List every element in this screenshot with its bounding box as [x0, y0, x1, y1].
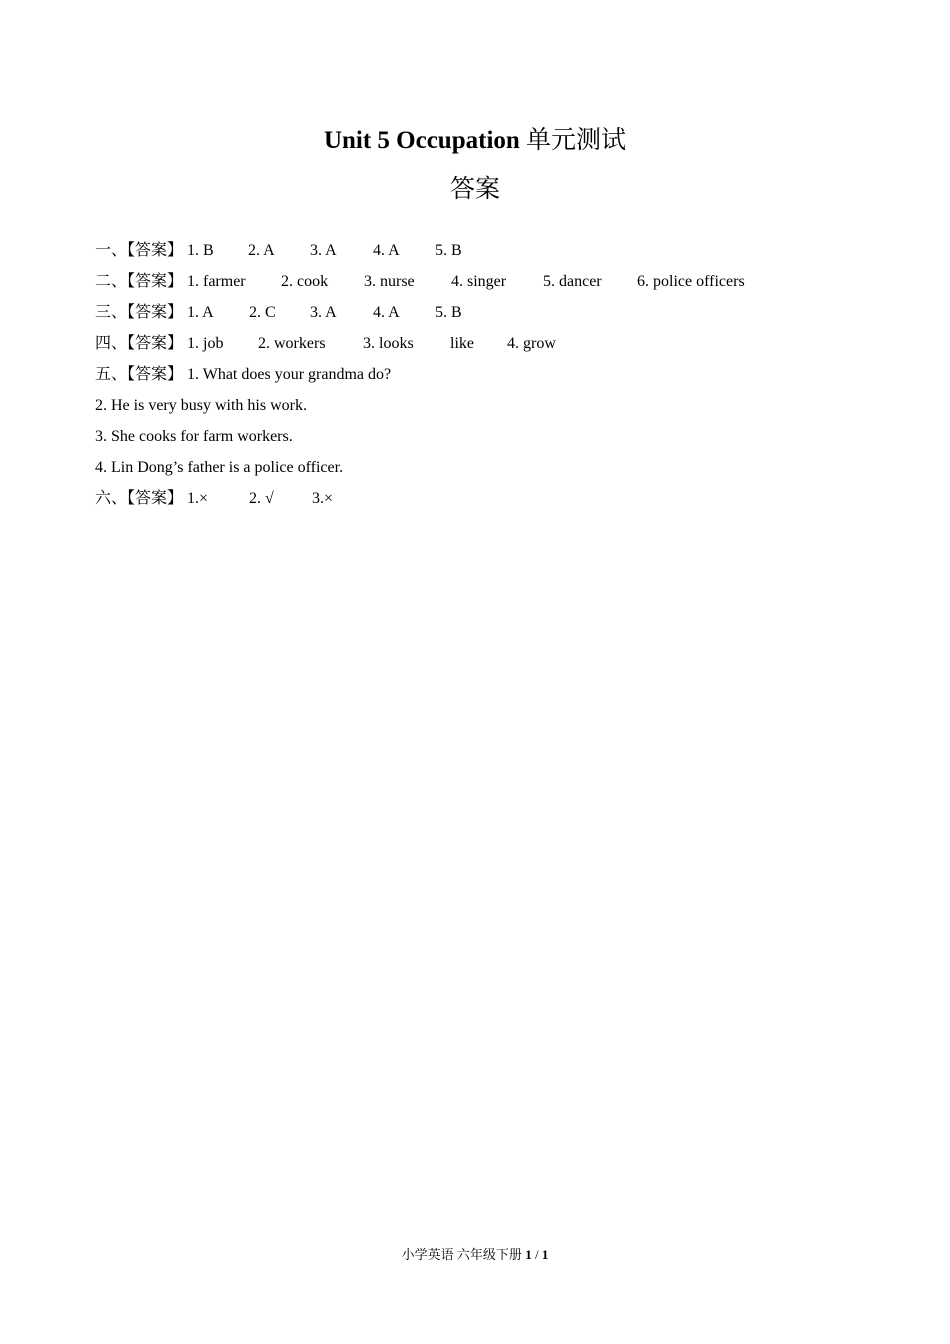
answer-item: 4. grow — [507, 335, 556, 352]
answer-item: 1. What does your grandma do? — [187, 366, 392, 383]
answer-prefix: 三、【答案】 — [95, 304, 184, 321]
footer-page-number: 1 — [525, 1247, 532, 1262]
answer-item: 1. job — [187, 335, 224, 352]
answer-item: 5. B — [435, 304, 462, 321]
document-subtitle: 答案 — [449, 176, 500, 203]
answer-line-9 — [87, 469, 334, 509]
title-english: Unit 5 Occupation — [323, 127, 520, 154]
page-footer — [0, 1246, 950, 1264]
answer-item: 2. He is very busy with his work. — [95, 397, 307, 414]
answer-item: 2. cook — [281, 273, 329, 290]
answer-item: 5. dancer — [543, 273, 602, 290]
answer-item: 1. farmer — [187, 273, 246, 290]
answer-item: 3. looks — [363, 335, 414, 352]
answer-item: 4. A — [373, 242, 400, 259]
answer-item: 2. √ — [249, 490, 274, 507]
answer-item: 1. B — [187, 242, 214, 259]
answer-item: 5. B — [435, 242, 462, 259]
answer-item: 4. A — [373, 304, 400, 321]
answer-item: 2. workers — [258, 335, 326, 352]
answer-item: 2. C — [249, 304, 276, 321]
answer-prefix: 四、【答案】 — [95, 335, 184, 352]
answer-item: 1. A — [187, 304, 214, 321]
answer-item: like — [450, 335, 474, 352]
answer-prefix: 二、【答案】 — [95, 273, 184, 290]
answer-item: 3. She cooks for farm workers. — [95, 428, 293, 445]
answer-item: 3. A — [310, 304, 337, 321]
answer-item: 4. Lin Dong’s father is a police officer. — [95, 459, 344, 476]
answer-item: 3. A — [310, 242, 337, 259]
document-title — [0, 124, 950, 158]
answer-prefix: 一、【答案】 — [95, 242, 184, 259]
answer-item: 4. singer — [451, 273, 507, 290]
footer-page-total: 1 — [541, 1247, 549, 1262]
answer-item: 3. nurse — [364, 273, 415, 290]
answer-item: 6. police officers — [637, 273, 745, 290]
answer-prefix: 六、【答案】 — [95, 490, 184, 507]
footer-separator: / — [534, 1247, 539, 1262]
answer-item: 2. A — [248, 242, 275, 259]
title-chinese: 单元测试 — [526, 127, 627, 154]
footer-text: 小学英语 六年级下册 — [401, 1247, 522, 1262]
answer-item: 1.× — [187, 490, 209, 507]
answer-item: 3.× — [312, 490, 334, 507]
answer-prefix: 五、【答案】 — [95, 366, 184, 383]
